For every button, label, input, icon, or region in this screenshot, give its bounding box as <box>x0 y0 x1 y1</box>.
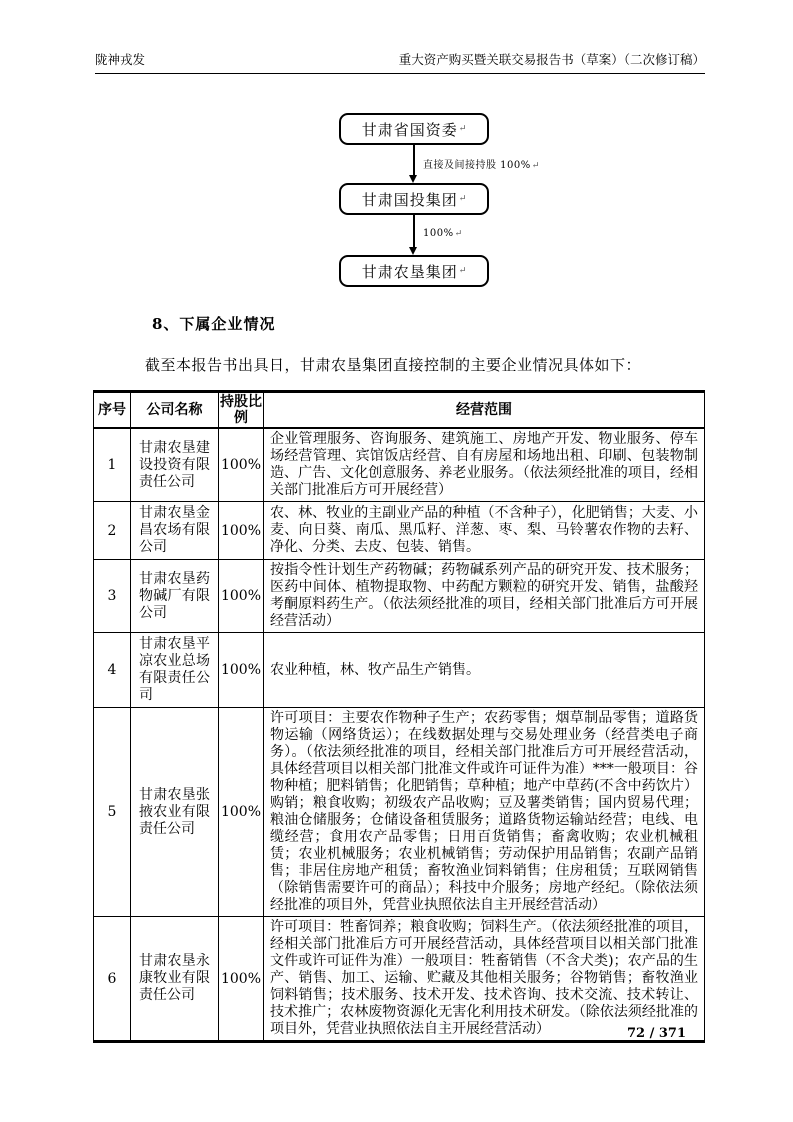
table-row <box>94 428 705 502</box>
col-header-ratio: 持股比例 <box>219 392 264 429</box>
paragraph-mark: ↵ <box>458 194 467 204</box>
section-heading: 8、下属企业情况 <box>152 315 276 333</box>
table-row <box>94 917 705 1042</box>
cell-company: 甘肃农垦永康牧业有限责任公司 <box>131 917 219 1042</box>
cell-ratio: 100% <box>219 633 264 708</box>
cell-no: 3 <box>94 560 131 633</box>
cell-ratio: 100% <box>219 502 264 560</box>
paragraph-mark: ↵ <box>531 161 540 171</box>
cell-scope: 许可项目：牲畜饲养；粮食收购；饲料生产。（依法须经批准的项目，经相关部门批准后方可开展经营活动，具体经营项目以相关部门批准文件或许可证件为准）一般项目：牲畜销售（不含犬类)；农产品的生产、销售、加工、运输、贮藏及其他相关服务；谷物销售；畜牧渔业饲料销售；技术服务、技术开发、技术咨询、技术交流、技术转让、技术推广；农林废物资源化无害化利用技术研发。（除依法须经批准的项目外，凭营业执照依法自主开展经营活动） <box>264 917 705 1042</box>
arrow-down-icon <box>409 175 417 183</box>
cell-ratio: 100% <box>219 917 264 1042</box>
cell-no: 5 <box>94 708 131 917</box>
header-report-title: 重大资产购买暨关联交易报告书（草案）（二次修订稿） <box>398 52 705 67</box>
cell-no: 1 <box>94 428 131 502</box>
org-node-gansu-nongken-group <box>339 255 489 287</box>
org-node-label: 甘肃国投集团 <box>361 190 458 209</box>
col-header-company: 公司名称 <box>131 392 219 429</box>
cell-company: 甘肃农垦平凉农业总场有限责任公司 <box>131 633 219 708</box>
cell-scope: 按指令性计划生产药物碱；药物碱系列产品的研究开发、技术服务；医药中间体、植物提取物、中药配方颗粒的研究开发、销售，盐酸羟考酮原料药生产。（依法须经批准的项目，经相关部门批准后方可开展经营活动） <box>264 560 705 633</box>
page-header <box>95 50 705 74</box>
cell-no: 6 <box>94 917 131 1042</box>
org-node-gansu-sasac <box>339 113 489 145</box>
org-connector-1 <box>339 145 540 183</box>
table-row <box>94 633 705 708</box>
org-node-label: 甘肃省国资委 <box>361 120 458 139</box>
cell-ratio: 100% <box>219 560 264 633</box>
paragraph-mark: ↵ <box>458 124 467 134</box>
col-header-scope: 经营范围 <box>264 392 705 429</box>
table-header-row <box>94 392 705 429</box>
edge-label-shareholding: 100%↵ <box>423 228 463 239</box>
edge-label-shareholding: 直接及间接持股 100%↵ <box>423 160 540 171</box>
org-node-gansu-guotou-group <box>339 183 489 215</box>
header-company-short-name: 陇神戎发 <box>95 52 146 67</box>
cell-company: 甘肃农垦张掖农业有限责任公司 <box>131 708 219 917</box>
paragraph-mark: ↵ <box>454 229 463 239</box>
cell-no: 2 <box>94 502 131 560</box>
org-connector-2 <box>339 215 489 255</box>
cell-ratio: 100% <box>219 708 264 917</box>
connector-line <box>413 145 415 177</box>
cell-scope: 农业种植，林、牧产品生产销售。 <box>264 633 705 708</box>
subsidiaries-table <box>93 390 705 1043</box>
table-row <box>94 708 705 917</box>
cell-scope: 许可项目：主要农作物种子生产；农药零售；烟草制品零售；道路货物运输（网络货运）；在线数据处理与交易处理业务（经营类电子商务）。（依法须经批准的项目，经相关部门批准后方可开展经营活动，具体经营项目以相关部门批准文件或许可证件为准）***一般项目：谷物种植；肥料销售；化肥销售；草种植；地产中草药(不含中药饮片）购销；粮食收购；初级农产品收购；豆及薯类销售；国内贸易代理；粮油仓储服务；仓储设备租赁服务；道路货物运输站经营；电线、电缆经营；食用农产品零售；日用百货销售；畜禽收购；农业机械租赁；农业机械服务；农业机械销售；劳动保护用品销售；农副产品销售；非居住房地产租赁；畜牧渔业饲料销售；住房租赁；互联网销售（除销售需要许可的商品）；科技中介服务；房地产经纪。（除依法须经批准的项目外，凭营业执照依法自主开展经营活动） <box>264 708 705 917</box>
cell-company: 甘肃农垦建设投资有限责任公司 <box>131 428 219 502</box>
col-header-no: 序号 <box>94 392 131 429</box>
cell-scope: 企业管理服务、咨询服务、建筑施工、房地产开发、物业服务、停车场经营管理、宾馆饭店经营、自有房屋和场地出租、印刷、包装物制造、广告、文化创意服务、养老业服务。（依法须经批准的项目，经相关部门批准后方可开展经营） <box>264 428 705 502</box>
page-number: 72 / 371 <box>626 1026 686 1041</box>
intro-paragraph: 截至本报告书出具日，甘肃农垦集团直接控制的主要企业情况具体如下： <box>145 356 642 374</box>
cell-no: 4 <box>94 633 131 708</box>
org-chart <box>339 113 540 287</box>
table-row <box>94 502 705 560</box>
arrow-down-icon <box>409 247 417 255</box>
org-node-label: 甘肃农垦集团 <box>361 262 458 281</box>
cell-company: 甘肃农垦金昌农场有限公司 <box>131 502 219 560</box>
paragraph-mark: ↵ <box>458 266 467 276</box>
cell-scope: 农、林、牧业的主副业产品的种植（不含种子），化肥销售；大麦、小麦、向日葵、南瓜、黑瓜籽、洋葱、枣、梨、马铃薯农作物的去籽、净化、分类、去皮、包装、销售。 <box>264 502 705 560</box>
connector-line <box>413 215 415 249</box>
table-row <box>94 560 705 633</box>
cell-ratio: 100% <box>219 428 264 502</box>
cell-company: 甘肃农垦药物碱厂有限公司 <box>131 560 219 633</box>
